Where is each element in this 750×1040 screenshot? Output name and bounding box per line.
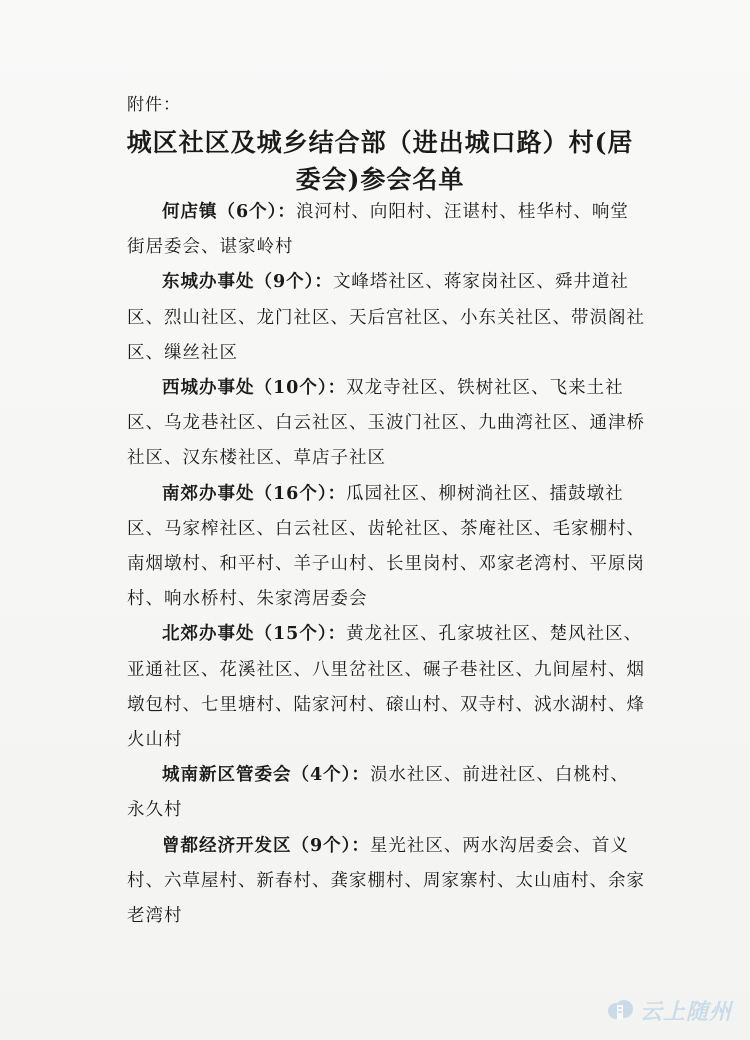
cloud-building-logo-icon (606, 997, 634, 1025)
document-title (100, 124, 660, 198)
section-xicheng (127, 371, 647, 477)
attachment-label: 附件： (127, 95, 181, 115)
watermark-text: 云上随州 (639, 1000, 732, 1025)
section-label: 西城办事处（10个）： (162, 378, 347, 399)
section-nanjiao (127, 477, 647, 618)
section-text: 双龙寺社区、铁树社区、飞来土社区、乌龙巷社区、白云社区、玉波门社区、九曲湾社区、通津桥社区、汉东楼社区、草店子社区 (127, 378, 645, 469)
document-body (127, 195, 647, 934)
section-label: 东城办事处（9个）： (162, 272, 333, 293)
section-zengdu (127, 829, 647, 935)
section-text: 文峰塔社区、蒋家岗社区、舜井道社区、烈山社区、龙门社区、天后宫社区、小东关社区、带涢阁社区、缫丝社区 (127, 272, 645, 363)
section-label: 曾都经济开发区（9个）： (162, 835, 370, 856)
section-text: 涢水社区、前进社区、白桃村、永久村 (127, 765, 629, 821)
section-hedian (127, 195, 647, 265)
section-text: 瓜园社区、柳树淌社区、擂鼓墩社区、马家榨社区、白云社区、齿轮社区、茶庵社区、毛家棚村、南烟墩村、和平村、羊子山村、长里岗村、邓家老湾村、平原岗村、响水桥村、朱家湾居委会 (127, 483, 645, 610)
section-label: 南郊办事处（16个）： (162, 483, 347, 504)
watermark-logo (606, 995, 732, 1026)
section-dongcheng (127, 265, 647, 371)
title-line-2: 委会)参会名单 (295, 165, 465, 194)
section-label: 北郊办事处（15个）： (162, 624, 347, 645)
section-chengnan (127, 758, 647, 828)
section-text: 星光社区、两水沟居委会、首义村、六草屋村、新春村、龚家棚村、周家寨村、太山庙村、余家老湾村 (127, 835, 645, 927)
section-label: 城南新区管委会（4个）： (162, 765, 370, 786)
title-line-1: 城区社区及城乡结合部（进出城口路）村(居 (126, 128, 634, 157)
section-text: 浪河村、向阳村、汪谌村、桂华村、响堂街居委会、谌家岭村 (127, 202, 629, 258)
section-text: 黄龙社区、孔家坡社区、楚风社区、亚通社区、花溪社区、八里岔社区、碾子巷社区、九间屋村、烟墩包村、七里塘村、陆家河村、磙山村、双寺村、㳚水湖村、烽火山村 (127, 624, 645, 751)
section-beijiao (127, 617, 647, 758)
section-label: 何店镇（6个）： (162, 202, 296, 222)
